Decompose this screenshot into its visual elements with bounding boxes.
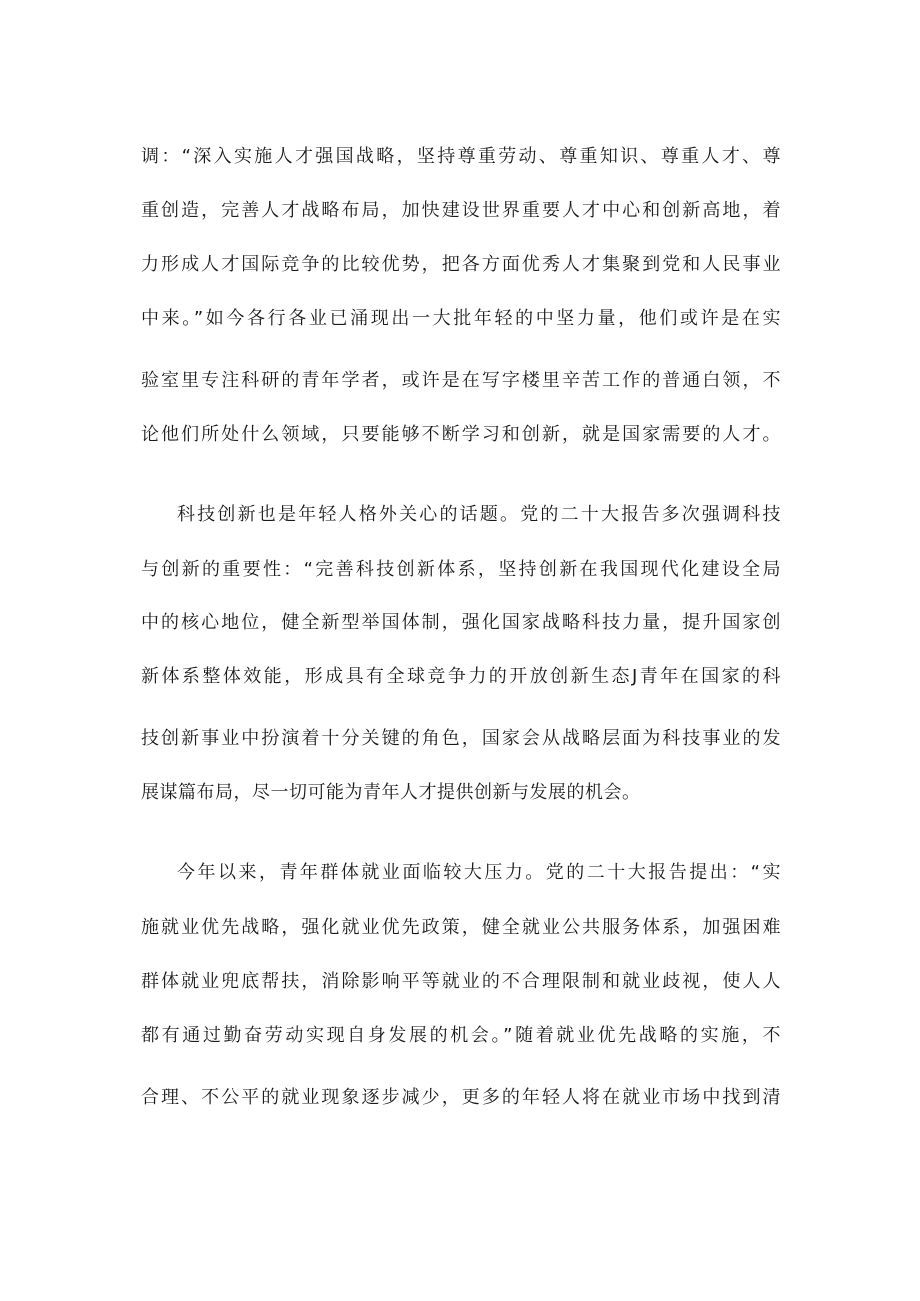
paragraph-1-line-2: 重创造，完善人才战略布局，加快建设世界重要人才中心和创新高地，着 <box>141 200 781 221</box>
paragraph-3-line-3: 群体就业兜底帮扶，消除影响平等就业的不合理限制和就业歧视，使人人 <box>141 971 781 992</box>
paragraph-2-line-4: 新体系整体效能，形成具有全球竞争力的开放创新生态J青年在国家的科 <box>141 666 781 687</box>
paragraph-2-line-2: 与创新的重要性：“完善科技创新体系，坚持创新在我国现代化建设全局 <box>141 559 781 580</box>
paragraph-3-line-4: 都有通过勤奋劳动实现自身发展的机会。”随着就业优先战略的实施，不 <box>141 1025 781 1046</box>
paragraph-3-line-2: 施就业优先战略，强化就业优先政策，健全就业公共服务体系，加强困难 <box>141 917 781 938</box>
paragraph-2-line-5: 技创新事业中扮演着十分关键的角色，国家会从战略层面为科技事业的发 <box>141 728 781 749</box>
paragraph-2-line-1: 科技创新也是年轻人格外关心的话题。党的二十大报告多次强调科技 <box>177 504 781 525</box>
paragraph-1-line-3: 力形成人才国际竞争的比较优势，把各方面优秀人才集聚到党和人民事业 <box>141 254 781 275</box>
paragraph-2-line-3: 中的核心地位，健全新型举国体制，强化国家战略科技力量，提升国家创 <box>141 612 781 633</box>
paragraph-1-line-6: 论他们所处什么领域，只要能够不断学习和创新，就是国家需要的人才。 <box>141 424 781 445</box>
paragraph-1-line-1: 调：“深入实施人才强国战略，坚持尊重劳动、尊重知识、尊重人才、尊 <box>141 146 781 167</box>
paragraph-2-line-6: 展谋篇布局，尽一切可能为青年人才提供创新与发展的机会。 <box>141 782 641 803</box>
paragraph-3-line-1: 今年以来，青年群体就业面临较大压力。党的二十大报告提出：“实 <box>177 862 781 883</box>
paragraph-1-line-5: 验室里专注科研的青年学者，或许是在写字楼里辛苦工作的普通白领，不 <box>141 370 781 391</box>
paragraph-3-line-5: 合理、不公平的就业现象逐步减少，更多的年轻人将在就业市场中找到清 <box>141 1087 781 1108</box>
paragraph-1-line-4: 中来。”如今各行各业已涌现出一大批年轻的中坚力量，他们或许是在实 <box>141 308 781 329</box>
